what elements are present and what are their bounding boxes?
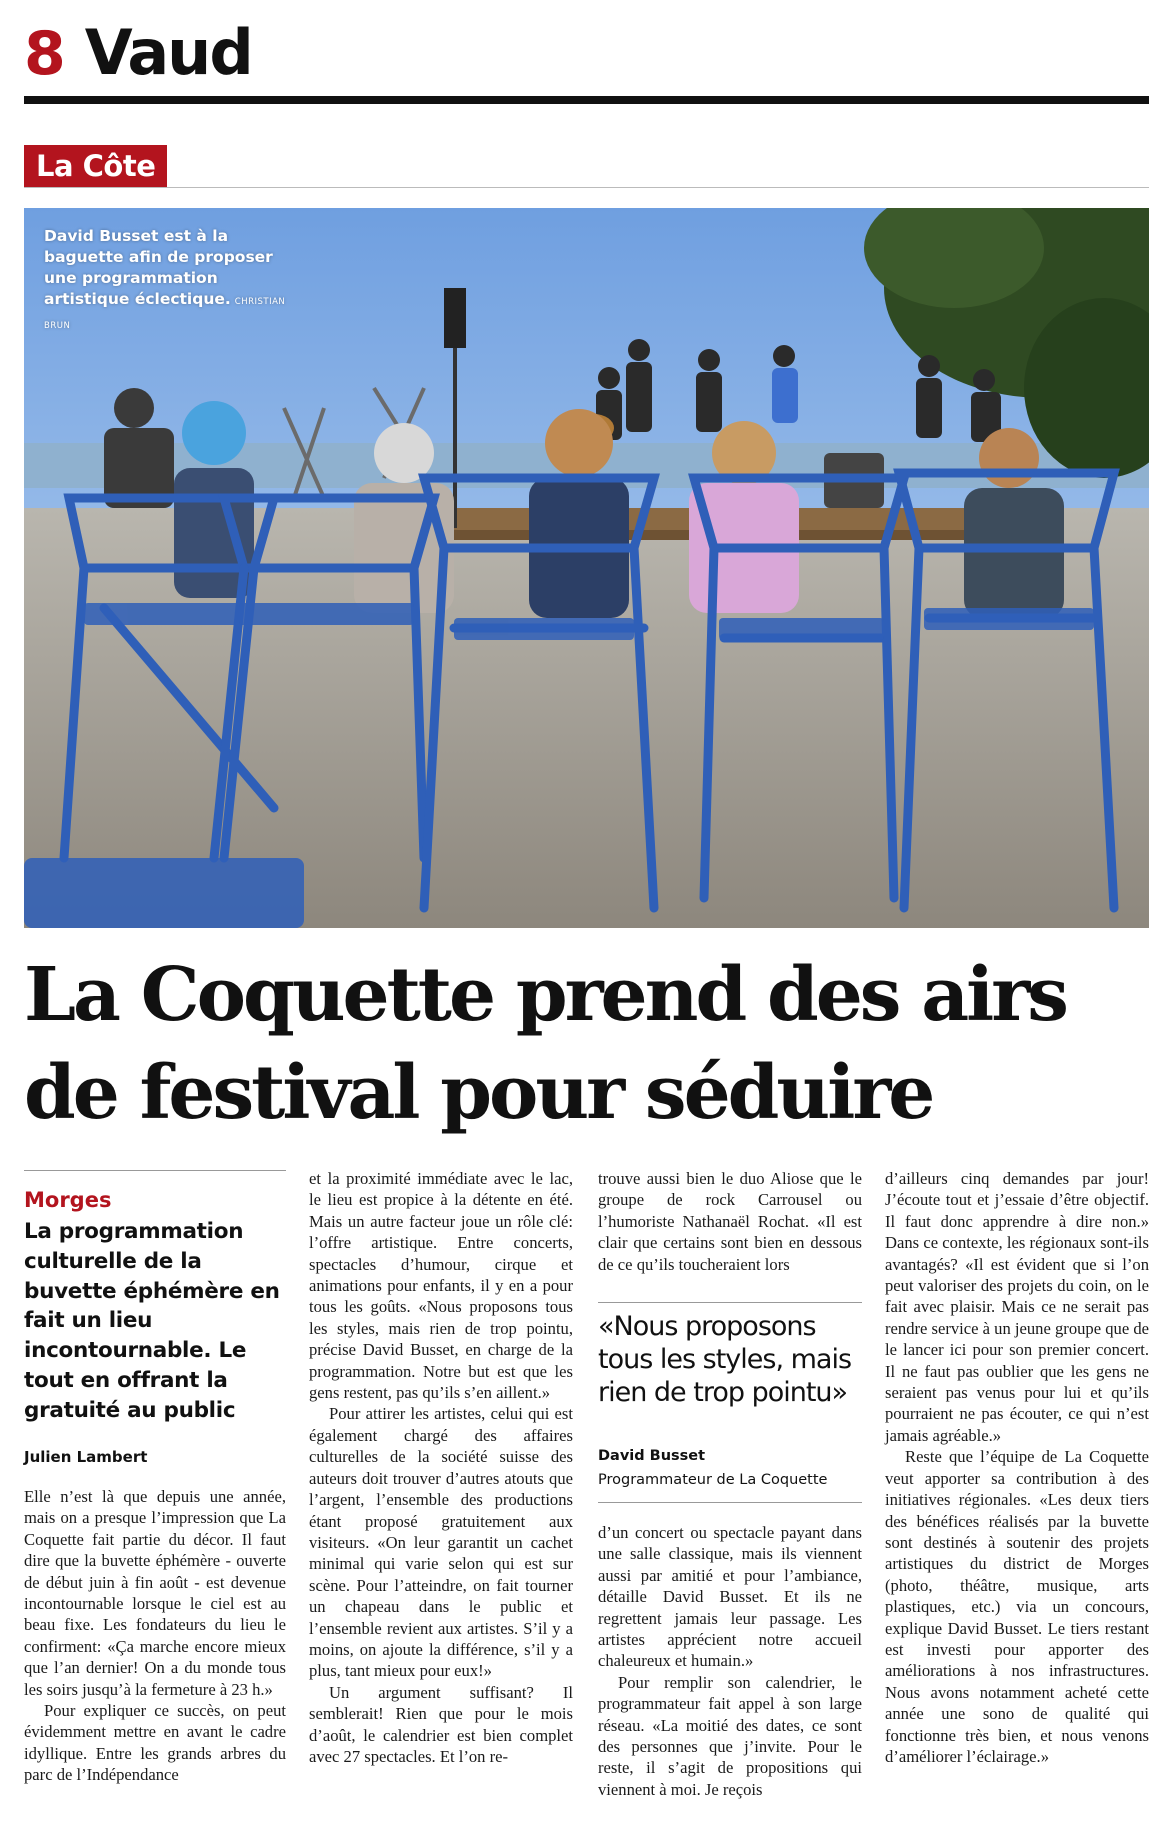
- photo-caption: [44, 226, 294, 337]
- paragraph: Un argument suffisant? Il semblerait! Rien que pour le mois d’août, le calendrier est bien complet avec 27 spectacles. Et l’on re-: [309, 1682, 573, 1766]
- paragraph: Elle n’est là que depuis une année, mais on a presque l’impression que La Coquette fait partie du décor. Il faut dire que la buvette éphémère - ouverte de début juin à fin août - est devenue incontournable lorsque le ciel est au beau fixe. Les fondateurs du lieu le confirment: «Ça marche encore mieux que l’an dernier! On a du monde tous les soirs jusqu’à la fermeture à 23 h.»: [24, 1487, 286, 1699]
- section-rule: [24, 187, 1149, 188]
- lead-kicker: Morges: [24, 1188, 112, 1212]
- region-title: Vaud: [84, 16, 252, 89]
- lead-text: La programmation culturelle de la buvette éphémère en fait un lieu incontournable. Le tout en offrant la gratuité au public: [24, 1219, 280, 1423]
- page-number: 8: [24, 19, 65, 89]
- paragraph: d’ailleurs cinq demandes par jour! J’écoute tout et j’essaie d’être objectif. Il faut donc apprendre à dire non.» Dans ce contexte, les régionaux sont-ils avantagés? «Il est évident que si l’on peut valoriser des projets du coin, on le fait avec plaisir. Mais ce ne serait pas rendre service à un jeune groupe que de le lancer ici pour son premier concert. Il ne faut pas oublier que les gens ne seraient pas venus pour lui et qu’ils pourraient ne pas écouter, ce qui n’est jamais agréable.»: [885, 1169, 1149, 1445]
- body-column-4: [885, 1168, 1149, 1767]
- pullquote-role: Programmateur de La Coquette: [598, 1472, 828, 1488]
- section-tag: La Côte: [24, 145, 167, 187]
- pullquote-rule-top: [598, 1302, 862, 1303]
- body-column-2: [309, 1168, 573, 1767]
- paragraph: Pour attirer les artistes, celui qui est également chargé des affaires culturelles de la société suisse des auteurs doit trouver d’autres atouts que l’argent, l’ensemble des productions étant proposé gratuitement aux visiteurs. «On leur garantit un cachet minimal qui varie selon qui est sur scène. Pour l’atteindre, on fait tourner un chapeau dans le public et l’ensemble revient aux artistes. S’il y a moins, on ajoute la différence, s’il y a plus, tant mieux pour eux!»: [309, 1404, 573, 1681]
- paragraph: Pour remplir son calendrier, le programmateur fait appel à son large réseau. «La moitié des dates, ce sont des personnes que j’invite. Pour le reste, il s’agit de propositions qui viennent à moi. Je reçois: [598, 1672, 862, 1799]
- paragraph: et la proximité immédiate avec le lac, le lieu est propice à la détente en été. Mais un autre facteur joue un rôle clé: l’offre artistique. Entre concerts, spectacles d’humour, cirque et animations pour enfants, il y en a pour tous les goûts. «Nous proposons tous les styles, mais rien de trop pointu, précise David Busset, en charge de la programmation. Notre but est que les gens restent, pas qu’ils s’en aillent.»: [309, 1169, 573, 1403]
- photo-caption-text: David Busset est à la baguette afin de proposer une programmation artistique éclectique.: [44, 227, 273, 308]
- pullquote-author: David Busset: [598, 1448, 706, 1464]
- paragraph: Reste que l’équipe de La Coquette veut apporter sa contribution à des initiatives régionales. «Les deux tiers des bénéfices réalisés par la buvette sont destinés à soutenir des projets artistiques du district de Morges (photo, théâtre, musique, arts plastiques, etc.) via un concours, explique David Busset. Le tiers restant est investi pour apporter des améliorations à nos infrastructures. Nous avons notamment acheté cette année une sono de qualité qui fonctionne très bien, et nous venons d’améliorer l’éclairage.»: [885, 1447, 1149, 1766]
- header-rule: [24, 96, 1149, 104]
- pullquote-rule-bottom: [598, 1502, 862, 1503]
- body-column-3-top: [598, 1168, 862, 1275]
- paragraph: Pour expliquer ce succès, on peut évidemment mettre en avant le cadre idyllique. Entre les grands arbres du parc de l’Indépendance: [24, 1701, 286, 1785]
- paragraph: d’un concert ou spectacle payant dans une salle classique, mais ils viennent aussi par amitié et pour l’ambiance, détaille David Busset. Et ils ne regrettent jamais leur passage. Les artistes apprécient notre accueil chaleureux et humain.»: [598, 1523, 862, 1671]
- pullquote-text: «Nous proposons tous les styles, mais rien de trop pointu»: [598, 1311, 852, 1408]
- photo-credit: CHRISTIAN BRUN: [44, 297, 286, 331]
- article-headline: La Coquette prend des airs de festival pour séduire: [24, 952, 1066, 1136]
- body-column-3-bottom: [598, 1522, 862, 1800]
- body-column-1: [24, 1486, 286, 1786]
- article-author: Julien Lambert: [24, 1448, 148, 1466]
- lead-rule: [24, 1170, 286, 1171]
- paragraph: trouve aussi bien le duo Aliose que le groupe de rock Carrousel ou l’humoriste Nathanaël Rochat. «Il est clair que certains sont bien en dessous de ce qu’ils toucheraient lors: [598, 1169, 862, 1274]
- page-header: [24, 16, 252, 89]
